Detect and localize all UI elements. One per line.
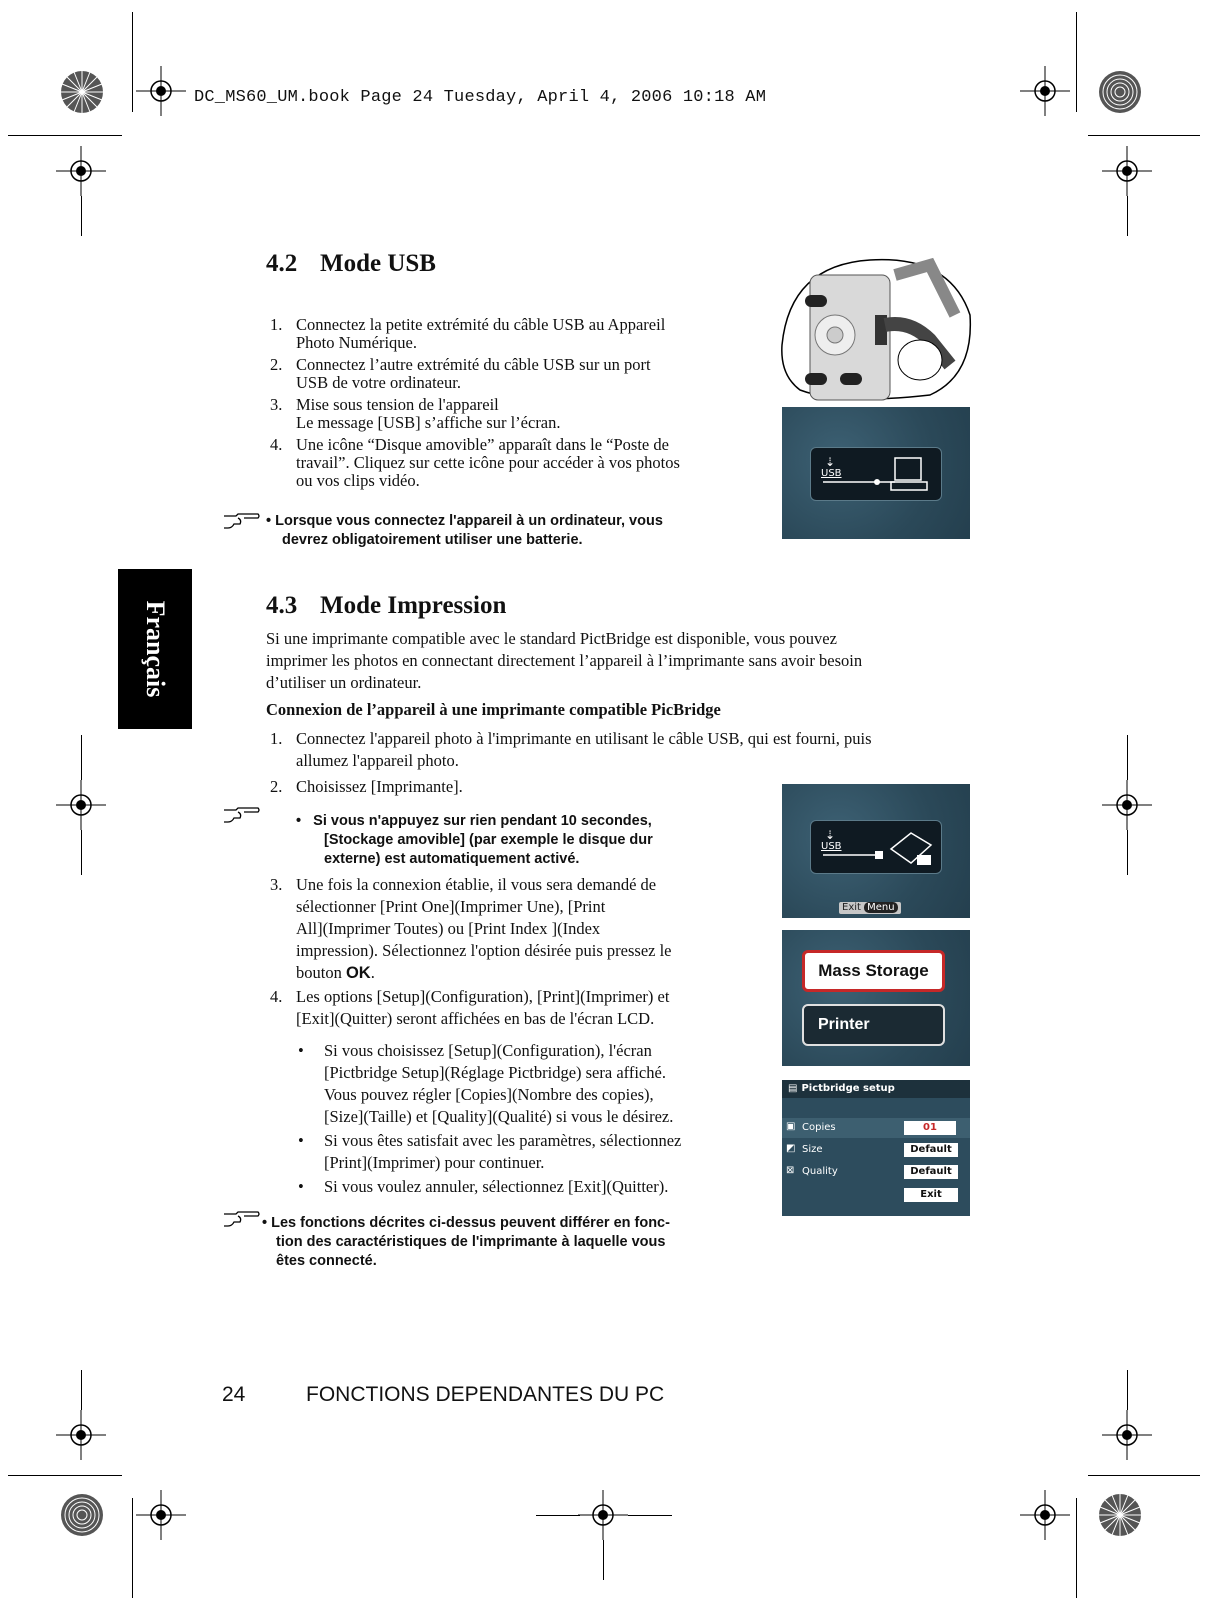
- crosshair-icon: [56, 780, 106, 830]
- subheading: Connexion de l’appareil à une imprimante compatible PicBridge: [266, 700, 721, 719]
- list-item: 3. Mise sous tension de l'appareil Le message [USB] s’affiche sur l’écran.: [270, 395, 561, 432]
- auto-storage-note: • Si vous n'appuyez sur rien pendant 10 secondes, [Stockage amovible] (par exemple le disque dur externe) est automatiquement activé.: [296, 813, 653, 867]
- section-43-title: [266, 592, 506, 620]
- list-item: • Si vous voulez annuler, sélectionnez [Exit](Quitter).: [298, 1177, 669, 1196]
- bullet-dot: •: [262, 1215, 272, 1231]
- language-tab-label: Français: [141, 600, 170, 698]
- registration-circle-icon: [1098, 70, 1142, 114]
- print-steps-list-b: [266, 874, 746, 1034]
- size-value[interactable]: Default: [904, 1143, 958, 1157]
- pointing-hand-icon: [222, 512, 262, 532]
- pictbridge-setup-screen: [782, 1080, 970, 1216]
- svg-text:⇣: ⇣: [825, 455, 836, 469]
- crosshair-icon: [136, 1490, 186, 1540]
- list-item: 4. Une icône “Disque amovible” apparaît dans le “Poste de travail”. Cliquez sur cette icône pour accéder à vos photos ou vos clips vidéo.: [270, 435, 680, 490]
- bullet-dot: •: [296, 813, 314, 829]
- camera-usb-illustration: [780, 255, 974, 401]
- usb-note: • Lorsque vous connectez l'appareil à un ordinateur, vous devrez obligatoirement utiliser une batterie.: [266, 513, 663, 548]
- setup-row-copies[interactable]: ▣ Copies 01: [782, 1118, 970, 1138]
- printer-icon: ▤: [788, 1083, 798, 1094]
- exit-button[interactable]: Exit: [904, 1188, 958, 1202]
- registration-circle-icon: [1098, 1493, 1142, 1537]
- list-item: 3. Une fois la connexion établie, il vous sera demandé de sélectionner [Print One](Imprimer Une), [Print All](Imprimer Toutes) ou [Print Index ](Index impression). Sélectionnez l'option désirée puis pressez le bouton OK.: [270, 875, 672, 982]
- list-item: 1. Connectez la petite extrémité du câble USB au Appareil Photo Numérique.: [270, 315, 666, 352]
- crosshair-icon: [1020, 66, 1070, 116]
- print-intro: Si une imprimante compatible avec le standard PictBridge est disponible, vous pouvez imprimer les photos en connectant directement l’appareil à l’imprimante sans avoir besoin d’utiliser un ordinateur.: [266, 629, 863, 692]
- usb-mode-screen: [782, 407, 970, 539]
- section-title-text: Mode Impression: [320, 592, 507, 619]
- section-number: 4.3: [266, 592, 298, 619]
- section-title-text: Mode USB: [320, 250, 436, 277]
- crosshair-icon: [1102, 1410, 1152, 1460]
- list-item: 1. Connectez l'appareil photo à l'imprimante en utilisant le câble USB, qui est fourni, puis allumez l'appareil photo.: [270, 729, 872, 770]
- size-icon: ◩: [786, 1143, 796, 1154]
- footer-title: FONCTIONS DEPENDANTES DU PC: [306, 1383, 665, 1406]
- section-number: 4.2: [266, 250, 298, 277]
- crosshair-icon: [56, 1410, 106, 1460]
- section-42-title: [266, 250, 436, 278]
- setup-title-bar: ▤ Pictbridge setup: [782, 1080, 970, 1098]
- setup-bullets: [296, 1040, 756, 1198]
- registration-circle-icon: [60, 1493, 104, 1537]
- copies-value[interactable]: 01: [904, 1121, 956, 1135]
- printer-dependency-note: • Les fonctions décrites ci-dessus peuvent différer en fonc- tion des caractéristiques de l'imprimante à laquelle vous êtes connecté.: [262, 1215, 670, 1269]
- crosshair-icon: [578, 1490, 628, 1540]
- printer-connection-panel: [810, 820, 942, 874]
- usb-label: USB: [821, 841, 842, 852]
- copies-icon: ▣: [786, 1121, 796, 1132]
- crosshair-icon: [1102, 146, 1152, 196]
- registration-circle-icon: [60, 70, 104, 114]
- menu-key: Menu: [864, 902, 897, 913]
- language-tab: [118, 569, 192, 729]
- crosshair-icon: [136, 66, 186, 116]
- svg-text:⇣: ⇣: [825, 828, 836, 842]
- usb-steps-list: [266, 316, 746, 494]
- usb-label: USB: [821, 468, 842, 479]
- quality-value[interactable]: Default: [904, 1165, 958, 1179]
- list-item: 2. Connectez l’autre extrémité du câble USB sur un port USB de votre ordinateur.: [270, 355, 651, 392]
- exit-menu-hint: Exit Menu: [839, 902, 901, 914]
- pointing-hand-icon: [222, 806, 262, 826]
- list-item: 4. Les options [Setup](Configuration), [Print](Imprimer) et [Exit](Quitter) seront affichées en bas de l'écran LCD.: [270, 987, 670, 1028]
- crosshair-icon: [1102, 780, 1152, 830]
- list-item: • Si vous choisissez [Setup](Configuration), l'écran [Pictbridge Setup](Réglage Pictbridge) sera affiché. Vous pouvez régler [Copies](Nombre des copies), [Size](Taille) et [Quality](Qualité) si vous le désirez.: [298, 1041, 674, 1126]
- list-item: • Si vous êtes satisfait avec les paramètres, sélectionnez [Print](Imprimer) pour continuer.: [298, 1131, 682, 1172]
- mode-selection-screen: [782, 930, 970, 1066]
- printer-option[interactable]: Printer: [802, 1004, 945, 1046]
- bullet-dot: •: [266, 513, 276, 529]
- setup-row-quality[interactable]: ⊠ Quality Default: [782, 1162, 970, 1182]
- setup-row-size[interactable]: ◩ Size Default: [782, 1140, 970, 1160]
- list-item: 2. Choisissez [Imprimante].: [270, 777, 463, 796]
- pointing-hand-icon: [222, 1210, 262, 1230]
- printer-connection-screen: [782, 784, 970, 918]
- crosshair-icon: [56, 146, 106, 196]
- book-header: DC_MS60_UM.book Page 24 Tuesday, April 4, 2006 10:18 AM: [194, 88, 767, 107]
- crosshair-icon: [1020, 1490, 1070, 1540]
- mass-storage-option[interactable]: Mass Storage: [802, 950, 945, 992]
- page-number: 24: [222, 1383, 246, 1406]
- usb-connection-panel: [810, 447, 942, 501]
- quality-icon: ⊠: [786, 1165, 795, 1176]
